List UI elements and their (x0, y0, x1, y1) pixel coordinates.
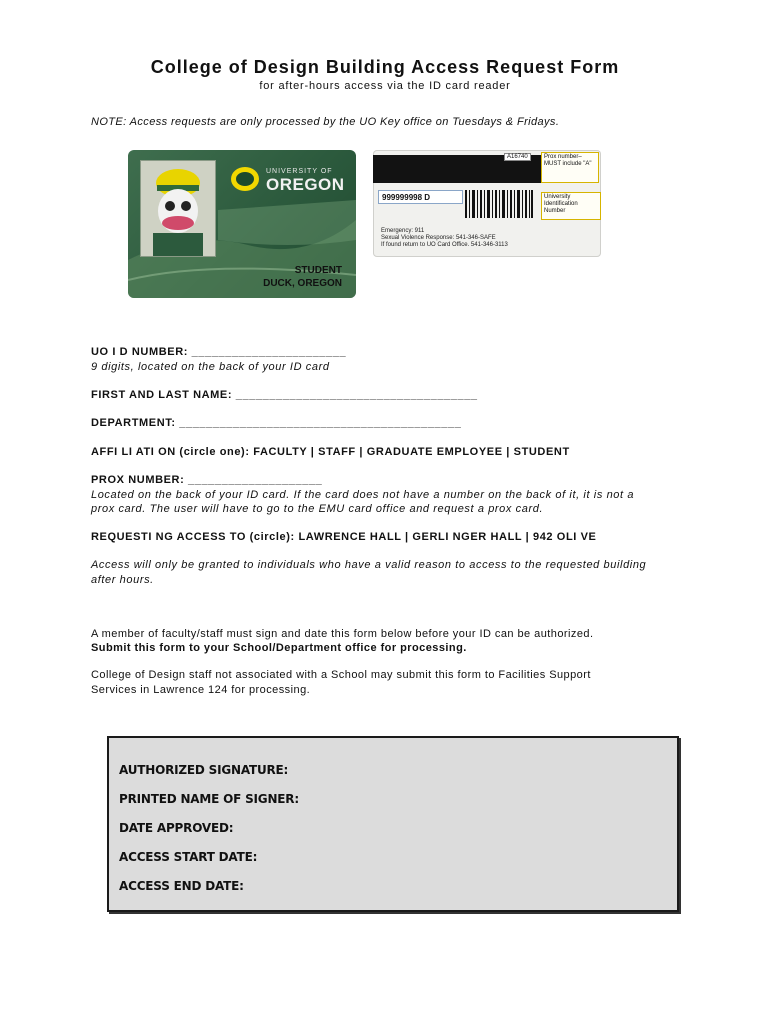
id-card-front-image (128, 150, 356, 298)
uid-callout: University Identification Number (541, 192, 601, 220)
found-return-line: If found return to UO Card Office. 541-346-3113 (381, 242, 508, 248)
duck-photo (140, 160, 216, 257)
barcode-image (463, 188, 535, 220)
emergency-line: Emergency: 911 (381, 228, 425, 234)
prox-hint-2: prox card. The user will have to go to the EMU card office and request a prox card. (91, 503, 544, 515)
access-start-date-field[interactable]: ACCESS START DATE: (119, 850, 258, 864)
access-end-date-field[interactable]: ACCESS END DATE: (119, 879, 244, 893)
access-note-2: after hours. (91, 574, 154, 586)
instruction-staff-2: Services in Lawrence 124 for processing. (91, 684, 311, 696)
prox-number-tag: A16740 (504, 153, 531, 161)
processing-note: NOTE: Access requests are only processed by the UO Key office on Tuesdays & Fridays. (91, 116, 560, 128)
card-university-small: UNIVERSITY OF (266, 168, 333, 175)
prox-number-field[interactable]: PROX NUMBER: ____________________ (91, 474, 323, 486)
name-field[interactable]: FIRST AND LAST NAME: ____________________________________ (91, 389, 478, 401)
prox-hint-1: Located on the back of your ID card. If the card does not have a number on the back of it, it is not a (91, 489, 635, 501)
id-card-back-image (373, 150, 601, 257)
uo-o-logo (231, 167, 259, 191)
requesting-access-field[interactable]: REQUESTI NG ACCESS TO (circle): LAWRENCE HALL | GERLI NGER HALL | 942 OLI VE (91, 531, 597, 543)
affiliation-field[interactable]: AFFI LI ATI ON (circle one): FACULTY | STAFF | GRADUATE EMPLOYEE | STUDENT (91, 446, 570, 458)
card-back-info (381, 228, 508, 249)
card-university-large: OREGON (266, 175, 345, 194)
date-approved-field[interactable]: DATE APPROVED: (119, 821, 234, 835)
instruction-staff-1: College of Design staff not associated with a School may submit this form to Facilities Support (91, 669, 591, 681)
instruction-sign: A member of faculty/staff must sign and date this form below before your ID can be authorized. (91, 628, 594, 640)
id-number-box: 999999998 D (378, 190, 463, 204)
instruction-submit: Submit this form to your School/Department office for processing. (91, 642, 467, 654)
access-note-1: Access will only be granted to individuals who have a valid reason to access to the requested building (91, 559, 647, 571)
authorized-signature-field[interactable]: AUTHORIZED SIGNATURE: (119, 763, 289, 777)
form-subtitle: for after-hours access via the ID card reader (259, 80, 511, 92)
prox-callout: Prox number– MUST include "A" (541, 152, 599, 183)
printed-name-field[interactable]: PRINTED NAME OF SIGNER: (119, 792, 299, 806)
uo-id-field[interactable]: UO I D NUMBER: _______________________ (91, 346, 347, 358)
card-holder-name: DUCK, OREGON (263, 278, 342, 289)
approval-box (107, 736, 679, 912)
form-title: College of Design Building Access Request Form (150, 57, 620, 77)
card-role: STUDENT (294, 265, 342, 276)
uo-id-hint: 9 digits, located on the back of your ID card (91, 361, 330, 373)
svr-line: Sexual Violence Response: 541-346-SAFE (381, 235, 496, 241)
department-field[interactable]: DEPARTMENT: __________________________________________ (91, 417, 462, 429)
